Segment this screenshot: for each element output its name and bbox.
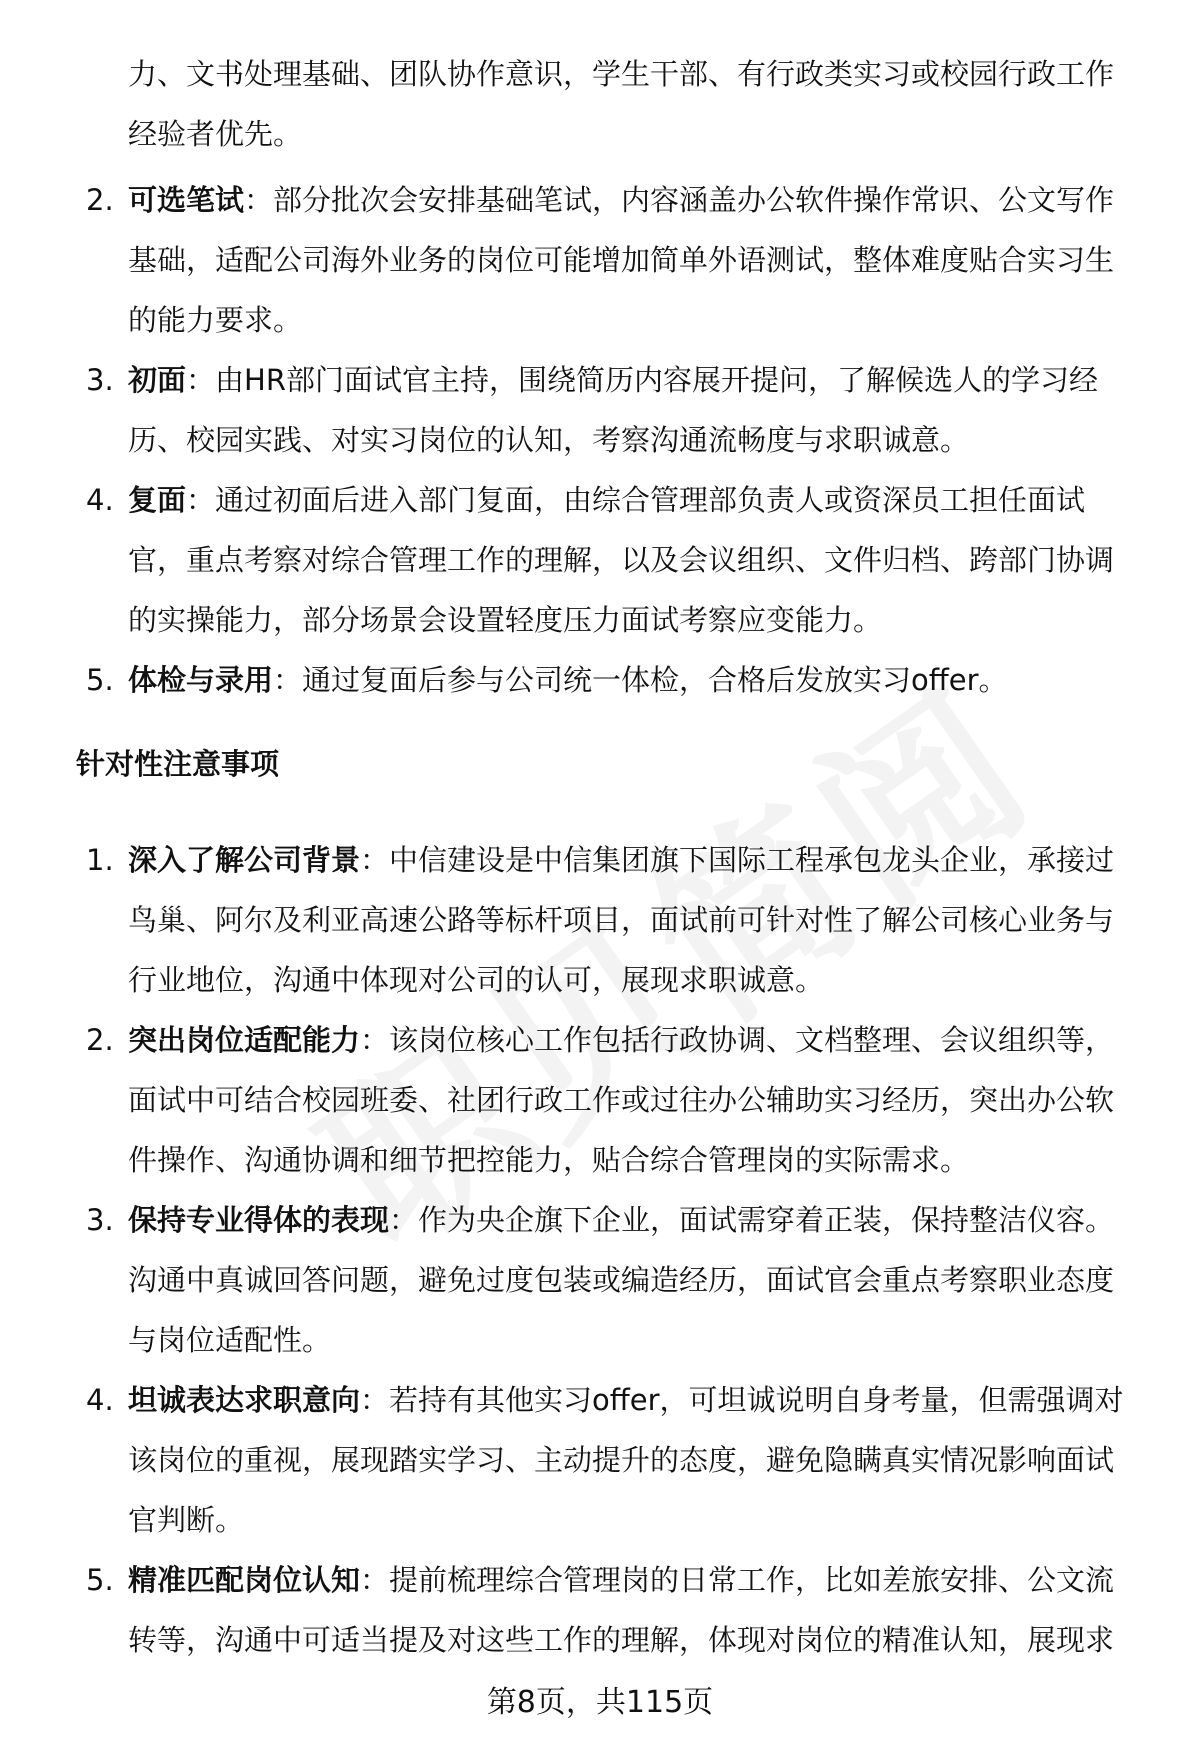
text-line	[128, 350, 1146, 410]
item-text: ：该岗位核心工作包括行政协调、文档整理、会议组织等，	[360, 1023, 1115, 1057]
text-line: 件操作、沟通协调和细节把控能力，贴合综合管理岗的实际需求。	[128, 1143, 970, 1177]
text-line: 官判断。	[128, 1503, 245, 1537]
item-text: ：通过复面后参与公司统一体检，合格后发放实习offer。	[273, 663, 1008, 697]
item-title: 初面	[128, 363, 187, 397]
section-heading: 针对性注意事项	[76, 747, 280, 781]
item-number: 4.	[86, 1383, 114, 1417]
text-line: 的实操能力，部分场景会设置轻度压力面试考察应变能力。	[128, 603, 883, 637]
item-title: 精准匹配岗位认知	[128, 1563, 361, 1597]
text-line	[128, 830, 1146, 890]
tip-item	[76, 1010, 1146, 1190]
item-title: 体检与录用	[128, 663, 274, 697]
process-item	[76, 470, 1146, 650]
item-number: 3.	[86, 363, 114, 397]
intro-continuation	[76, 44, 1146, 164]
tip-item	[76, 1190, 1146, 1370]
text-line	[128, 1550, 1146, 1610]
tip-item	[76, 1550, 1146, 1670]
text-line: 面试中可结合校园班委、社团行政工作或过往办公辅助实习经历，突出办公软	[128, 1083, 1115, 1117]
text-line	[128, 470, 1146, 530]
text-line	[128, 1010, 1146, 1070]
item-text: ：提前梳理综合管理岗的日常工作，比如差旅安排、公文流	[360, 1563, 1115, 1597]
item-text: ：作为央企旗下企业，面试需穿着正装，保持整洁仪容。	[389, 1203, 1115, 1237]
text-line	[128, 1370, 1146, 1430]
tip-item	[76, 830, 1146, 1010]
text-line: 经验者优先。	[128, 117, 303, 151]
process-item	[76, 650, 1146, 710]
page-footer: 第8页，共115页	[486, 1685, 714, 1720]
text-line: 沟通中真诚回答问题，避免过度包装或编造经历，面试官会重点考察职业态度	[128, 1263, 1115, 1297]
item-number: 5.	[86, 663, 114, 697]
text-line: 与岗位适配性。	[128, 1323, 332, 1357]
tip-item	[76, 1370, 1146, 1550]
item-number: 5.	[86, 1563, 114, 1597]
item-title: 坦诚表达求职意向	[128, 1383, 361, 1417]
text-line: 官，重点考察对综合管理工作的理解，以及会议组织、文件归档、跨部门协调	[128, 543, 1115, 577]
process-item	[76, 350, 1146, 470]
item-number: 4.	[86, 483, 114, 517]
text-line: 该岗位的重视，展现踏实学习、主动提升的态度，避免隐瞒真实情况影响面试	[128, 1443, 1115, 1477]
item-number: 3.	[86, 1203, 114, 1237]
text-line	[128, 1190, 1146, 1250]
process-list	[76, 170, 1146, 710]
item-text: ：中信建设是中信集团旗下国际工程承包龙头企业，承接过	[360, 843, 1115, 877]
item-title: 突出岗位适配能力	[128, 1023, 361, 1057]
text-line	[128, 170, 1146, 230]
text-line: 转等，沟通中可适当提及对这些工作的理解，体现对岗位的精准认知，展现求	[128, 1623, 1115, 1657]
item-text: ：通过初面后进入部门复面，由综合管理部负责人或资深员工担任面试	[186, 483, 1086, 517]
text-line: 历、校园实践、对实习岗位的认知，考察沟通流畅度与求职诚意。	[128, 423, 970, 457]
item-title: 深入了解公司背景	[128, 843, 361, 877]
item-text: ：若持有其他实习offer，可坦诚说明自身考量，但需强调对	[360, 1383, 1124, 1417]
item-title: 可选笔试	[128, 183, 245, 217]
item-number: 2.	[86, 1023, 114, 1057]
item-text: ：部分批次会安排基础笔试，内容涵盖办公软件操作常识、公文写作	[244, 183, 1115, 217]
item-number: 1.	[86, 843, 114, 877]
item-title: 保持专业得体的表现	[128, 1203, 390, 1237]
item-text: ：由HR部门面试官主持，围绕简历内容展开提问，了解候选人的学习经	[186, 363, 1098, 397]
text-line	[128, 650, 1146, 710]
tips-list	[76, 830, 1146, 1670]
text-line: 鸟巢、阿尔及利亚高速公路等标杆项目，面试前可针对性了解公司核心业务与	[128, 903, 1115, 937]
process-item	[76, 170, 1146, 350]
text-line: 力、文书处理基础、团队协作意识，学生干部、有行政类实习或校园行政工作	[128, 57, 1115, 91]
text-line: 基础，适配公司海外业务的岗位可能增加简单外语测试，整体难度贴合实习生	[128, 243, 1115, 277]
item-number: 2.	[86, 183, 114, 217]
text-line: 行业地位，沟通中体现对公司的认可，展现求职诚意。	[128, 963, 825, 997]
item-title: 复面	[128, 483, 187, 517]
text-line: 的能力要求。	[128, 303, 303, 337]
